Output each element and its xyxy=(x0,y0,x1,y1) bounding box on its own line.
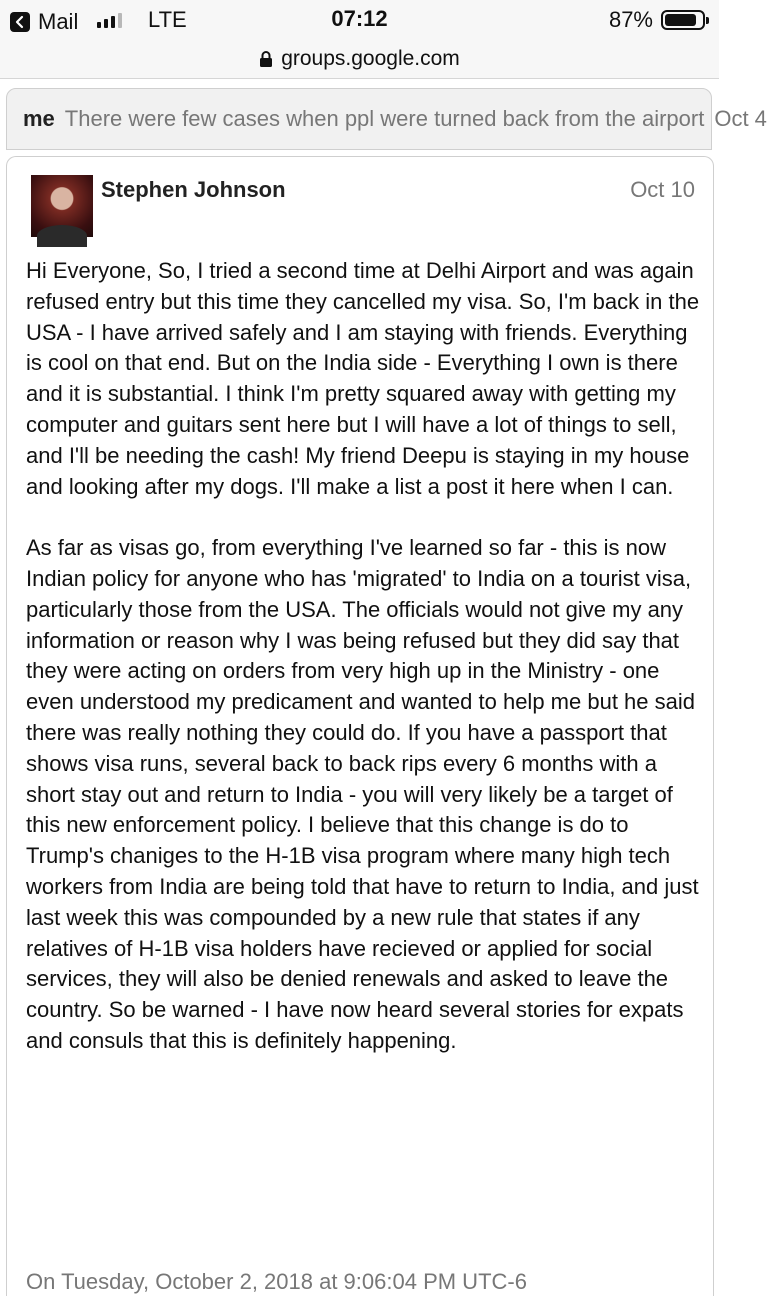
message-paragraph: As far as visas go, from everything I've learned so far - this is now Indian policy for anyone who has 'migrated' to India on a tourist visa, particularly those from the USA. The officials would not give my any information or reason why I was being refused but they did say that they were acting on orders from very high up in the Ministry - one even understood my predicament and wanted to help me but he said there was really nothing they could do. If you have a passport that shows visa runs, several back to back rips every 6 months with a short stay out and return to India - you will very likely be a target of this new enforcement policy. I believe that this change is do to Trump's chaniges to the H-1B visa program where many high tech workers from India are being told that have to return to India, and just last week this was compounded by a new rule that states if any relatives of H-1B visa holders have recieved or applied for social services, they will also be denied renewals and asked to leave the country. So be warned - I have now heard several stories for expats and consuls that this is definitely happening. xyxy=(26,535,699,1053)
message-snippet: There were few cases when ppl were turned back from the airport xyxy=(64,106,705,131)
collapsed-message[interactable] xyxy=(6,88,767,150)
message-sender: me xyxy=(23,106,55,131)
battery-icon xyxy=(661,10,705,30)
expanded-message xyxy=(6,156,714,1296)
battery-percentage: 87% xyxy=(608,7,653,32)
clock: 07:12 xyxy=(331,6,388,31)
quoted-text-header[interactable]: On Tuesday, October 2, 2018 at 9:06:04 PM UTC-6 xyxy=(26,1269,527,1294)
message-date: Oct 10 xyxy=(630,177,695,202)
url-text: groups.google.com xyxy=(281,47,460,70)
address-bar[interactable] xyxy=(0,40,719,79)
message-paragraph: Hi Everyone, So, I tried a second time at Delhi Airport and was again refused entry but this time they cancelled my visa. So, I'm back in the USA - I have arrived safely and I am staying with friends. Everything is cool on that end. But on the India side - Everything I own is there and it is substantial. I think I'm pretty squared away with getting my computer and guitars sent here but I will have a lot of things to sell, and I'll be needing the cash! My friend Deepu is staying in my house and looking after my dogs. I'll make a list a post it here when I can. xyxy=(26,258,700,499)
status-bar xyxy=(0,0,719,40)
message-body xyxy=(26,256,702,1088)
network-type: LTE xyxy=(148,7,187,32)
lock-icon xyxy=(259,50,273,68)
author-name[interactable]: Stephen Johnson xyxy=(101,177,286,202)
back-app-label: Mail xyxy=(38,9,79,34)
avatar[interactable] xyxy=(31,175,93,237)
message-date: Oct 4 xyxy=(714,106,767,131)
